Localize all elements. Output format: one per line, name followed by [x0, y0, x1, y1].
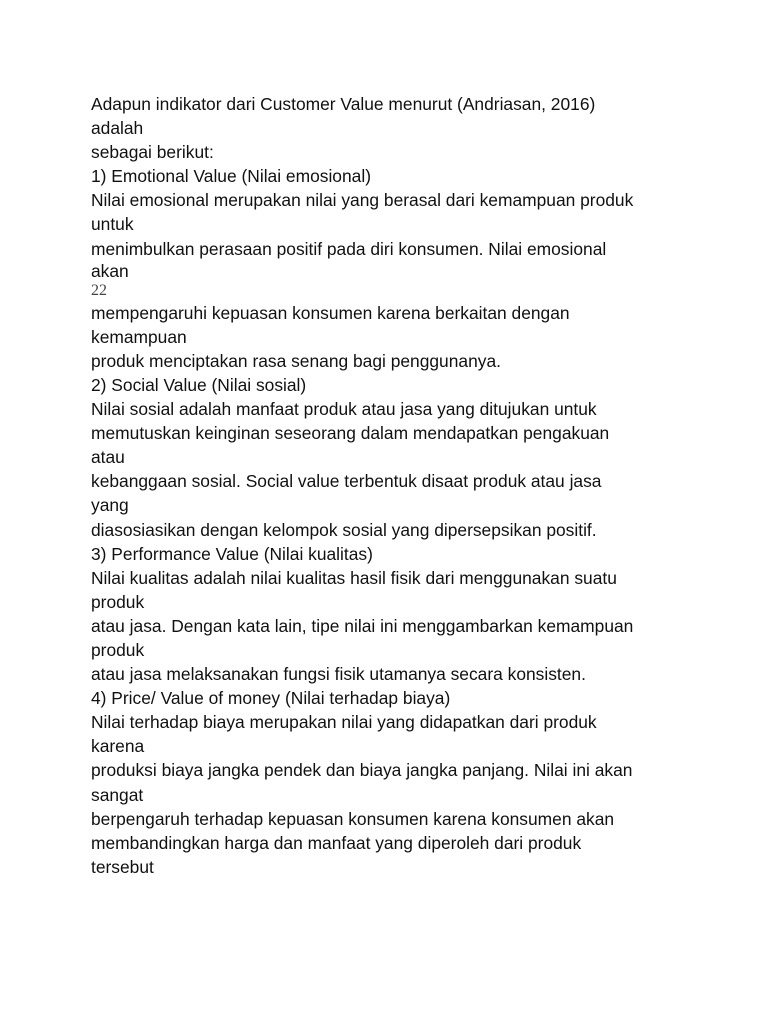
text-line: atau jasa. Dengan kata lain, tipe nilai ini menggambarkan kemampuan: [91, 615, 634, 636]
text-block-before: [91, 92, 741, 281]
text-line: mempengaruhi kepuasan konsumen karena berkaitan dengan: [91, 302, 570, 323]
text-line: [91, 927, 741, 951]
text-line: 4) Price/ Value of money (Nilai terhadap biaya): [91, 688, 451, 709]
text-line: Nilai sosial adalah manfaat produk atau jasa yang ditujukan untuk: [91, 399, 597, 420]
text-line: akan: [91, 260, 129, 281]
text-line: membandingkan harga dan manfaat yang diperoleh dari produk: [91, 832, 582, 853]
text-line: [91, 903, 741, 927]
text-line: 2) Social Value (Nilai sosial): [91, 374, 307, 395]
text-line: untuk: [91, 214, 134, 235]
text-line: berpengaruh terhadap kepuasan konsumen karena konsumen akan: [91, 808, 615, 829]
text-line: atau: [91, 447, 125, 468]
text-line: diasosiasikan dengan kelompok sosial yang dipersepsikan positif.: [91, 519, 597, 540]
text-line: sangat: [91, 784, 144, 805]
text-line: sebagai berikut:: [91, 142, 214, 163]
text-line: produksi biaya jangka pendek dan biaya jangka panjang. Nilai ini akan: [91, 760, 633, 781]
text-line: Nilai kualitas adalah nilai kualitas hasil fisik dari menggunakan suatu: [91, 567, 617, 588]
text-line: yang: [91, 495, 129, 516]
text-line: [91, 879, 741, 903]
text-line: 1) Emotional Value (Nilai emosional): [91, 166, 371, 187]
page-number: 22: [91, 281, 107, 299]
text-line: tersebut: [91, 856, 154, 877]
text-line: Nilai emosional merupakan nilai yang berasal dari kemampuan produk: [91, 190, 634, 211]
text-line: memutuskan keinginan seseorang dalam mendapatkan pengakuan: [91, 423, 610, 444]
text-line: adalah: [91, 118, 144, 139]
text-line: atau jasa melaksanakan fungsi fisik utamanya secara konsisten.: [91, 664, 586, 685]
text-block-after: [91, 301, 741, 952]
text-line: Nilai terhadap biaya merupakan nilai yang didapatkan dari produk: [91, 712, 597, 733]
document-page: [91, 92, 741, 951]
text-line: produk: [91, 639, 145, 660]
text-line: produk menciptakan rasa senang bagi penggunanya.: [91, 350, 501, 371]
text-line: Adapun indikator dari Customer Value menurut (Andriasan, 2016): [91, 94, 596, 114]
text-line: 3) Performance Value (Nilai kualitas): [91, 543, 373, 564]
text-line: karena: [91, 736, 145, 757]
text-line: produk: [91, 591, 145, 612]
text-line: kemampuan: [91, 326, 187, 347]
text-line: menimbulkan perasaan positif pada diri konsumen. Nilai emosional: [91, 238, 607, 259]
text-line: kebanggaan sosial. Social value terbentuk disaat produk atau jasa: [91, 471, 602, 492]
